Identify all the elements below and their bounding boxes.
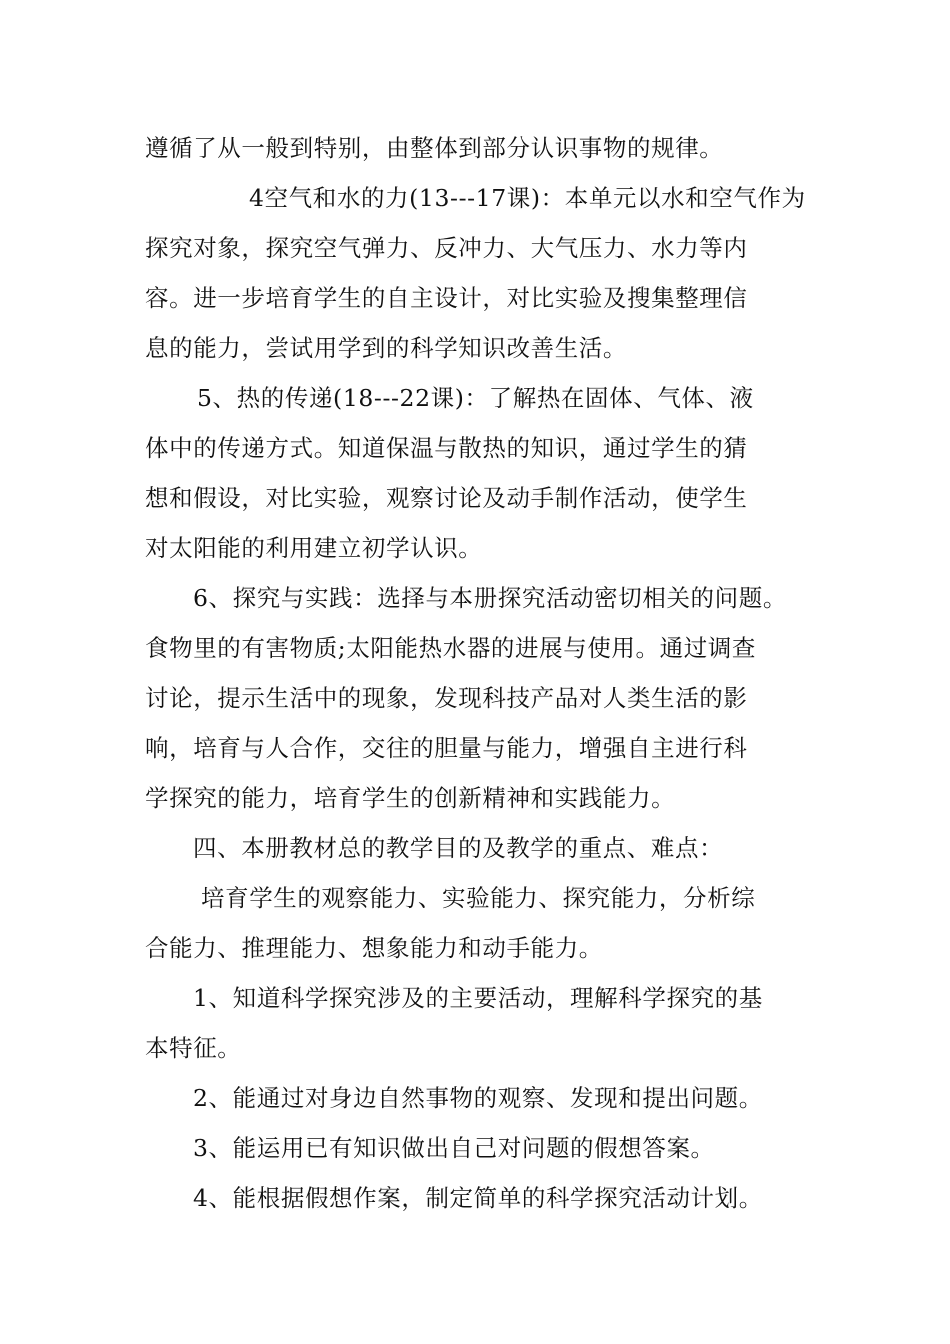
text-line: 四、本册教材总的教学目的及教学的重点、难点： <box>193 834 724 862</box>
text-line: 息的能力，尝试用学到的科学知识改善生活。 <box>145 334 627 362</box>
text-line: 遵循了从一般到特别，由整体到部分认识事物的规律。 <box>145 134 724 162</box>
text-line: 4、能根据假想作案，制定简单的科学探究活动计划。 <box>193 1184 763 1212</box>
text-line: 1、知道科学探究涉及的主要活动，理解科学探究的基 <box>193 984 763 1012</box>
document-body <box>145 123 815 1223</box>
text-line: 培育学生的观察能力、实验能力、探究能力，分析综 <box>201 884 756 912</box>
section-heading-teaching-goals <box>145 823 815 873</box>
text-line: 讨论，提示生活中的现象，发现科技产品对人类生活的影 <box>145 684 748 712</box>
text-line: 食物里的有害物质;太阳能热水器的进展与使用。通过调查 <box>145 634 757 662</box>
list-item-goal-1 <box>145 973 815 1073</box>
list-item-goal-2 <box>145 1073 815 1123</box>
text-line: 探究对象，探究空气弹力、反冲力、大气压力、水力等内 <box>145 234 748 262</box>
text-line: 响，培育与人合作，交往的胆量与能力，增强自主进行科 <box>145 734 748 762</box>
list-item-goal-4 <box>145 1173 815 1223</box>
text-line: 6、探究与实践：选择与本册探究活动密切相关的问题。 <box>193 584 787 612</box>
text-line: 容。进一步培育学生的自主设计，对比实验及搜集整理信 <box>145 284 748 312</box>
text-line: 2、能通过对身边自然事物的观察、发现和提出问题。 <box>193 1084 763 1112</box>
text-line: 对太阳能的利用建立初学认识。 <box>145 534 483 562</box>
list-item-goal-3 <box>145 1123 815 1173</box>
paragraph-abilities <box>145 873 815 973</box>
paragraph-law-of-cognition <box>145 123 815 173</box>
text-line: 学探究的能力，培育学生的创新精神和实践能力。 <box>145 784 676 812</box>
text-line: 合能力、推理能力、想象能力和动手能力。 <box>145 934 603 962</box>
text-line: 想和假设，对比实验，观察讨论及动手制作活动，使学生 <box>145 484 748 512</box>
paragraph-unit-6-inquiry-practice <box>145 573 815 823</box>
text-line: 4空气和水的力(13---17课)：本单元以水和空气作为 <box>249 184 806 212</box>
paragraph-unit-5-heat-transfer <box>145 373 815 573</box>
text-line: 本特征。 <box>145 1034 242 1062</box>
text-line: 3、能运用已有知识做出自己对问题的假想答案。 <box>193 1134 715 1162</box>
text-line: 5、热的传递(18---22课)：了解热在固体、气体、液 <box>197 384 754 412</box>
paragraph-unit-4-air-water <box>145 173 815 373</box>
text-line: 体中的传递方式。知道保温与散热的知识，通过学生的猜 <box>145 434 748 462</box>
